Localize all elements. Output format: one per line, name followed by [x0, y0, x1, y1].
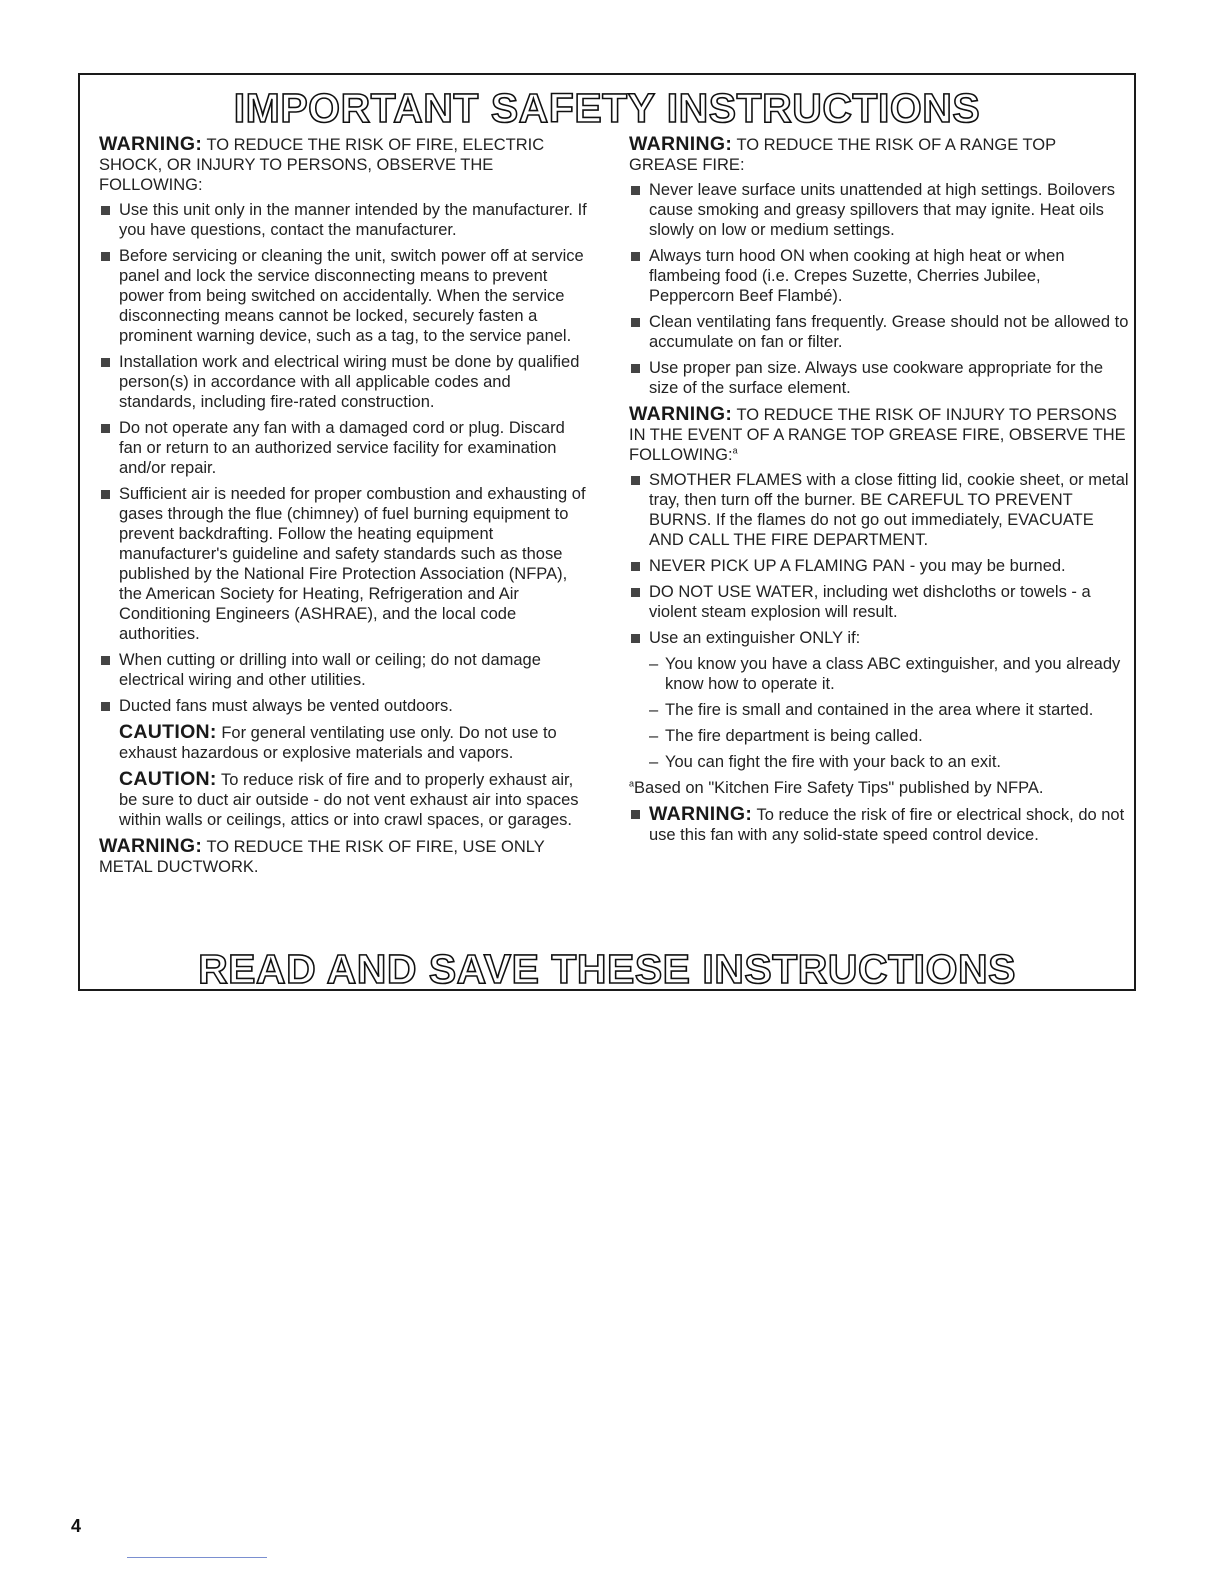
list-item: NEVER PICK UP A FLAMING PAN - you may be burned.	[629, 556, 1129, 576]
fire-response-list	[629, 470, 1129, 648]
square-bullet-icon	[101, 656, 110, 665]
warning-label: WARNING:	[649, 803, 753, 825]
list-item: Use this unit only in the manner intended by the manufacturer. If you have questions, contact the manufacturer.	[99, 200, 591, 240]
footnote-marker: a	[732, 445, 738, 456]
dash-mark: –	[649, 655, 659, 673]
list-item: When cutting or drilling into wall or ceiling; do not damage electrical wiring and other utilities.	[99, 650, 591, 690]
caution-label: CAUTION:	[119, 768, 217, 790]
square-bullet-icon	[631, 588, 640, 597]
footnote	[629, 778, 1129, 798]
list-item: Before servicing or cleaning the unit, switch power off at service panel and lock the service disconnecting means to prevent power from being switched on accidentally. When the service disconnecting means cannot be locked, securely fasten a prominent warning device, such as a tag, to the service panel.	[99, 246, 591, 346]
square-bullet-icon	[631, 252, 640, 261]
safety-instructions-box	[78, 73, 1136, 991]
page-number: 4	[71, 1516, 82, 1536]
square-bullet-icon	[631, 634, 640, 643]
warning-text: TO REDUCE THE RISK OF FIRE, USE ONLY METAL DUCTWORK.	[99, 838, 545, 876]
square-bullet-icon	[631, 186, 640, 195]
list-item: – You know you have a class ABC extinguisher, and you already know how to operate it.	[649, 655, 1121, 693]
caution-text: For general ventilating use only. Do not use to exhaust hazardous or explosive materials and vapors.	[119, 724, 557, 762]
list-item: – You can fight the fire with your back to an exit.	[649, 753, 1002, 771]
list-item: Use an extinguisher ONLY if:	[629, 628, 1129, 648]
left-column	[99, 134, 591, 882]
square-bullet-icon	[631, 318, 640, 327]
footnote-marker: a	[629, 778, 635, 789]
square-bullet-icon	[631, 810, 640, 819]
warning-metal-ductwork	[99, 836, 591, 877]
list-item: Use proper pan size. Always use cookware appropriate for the size of the surface element.	[629, 358, 1129, 398]
caution-duct-air	[99, 769, 591, 830]
speed-control-warning-list	[629, 804, 1129, 845]
warning-text: To reduce the risk of fire or electrical shock, do not use this fan with any solid-state speed control device.	[649, 806, 1125, 844]
page-title: IMPORTANT SAFETY INSTRUCTIONS	[233, 85, 981, 131]
list-item: Do not operate any fan with a damaged cord or plug. Discard fan or return to an authorized service facility for examination and/or repair.	[99, 418, 591, 478]
list-item	[629, 804, 1129, 845]
warning-text: TO REDUCE THE RISK OF INJURY TO PERSONS IN THE EVENT OF A RANGE TOP GREASE FIRE, OBSERVE THE FOLLOWING:	[629, 406, 1126, 464]
caution-label: CAUTION:	[119, 721, 217, 743]
warning-injury-grease-fire	[629, 404, 1129, 465]
list-item: – The fire department is being called.	[649, 727, 923, 745]
square-bullet-icon	[631, 562, 640, 571]
square-bullet-icon	[631, 364, 640, 373]
list-item: Sufficient air is needed for proper combustion and exhausting of gases through the flue (chimney) of fuel burning equipment to prevent backdrafting. Follow the heating equipment manufacturer's guideline and safety standards such as those published by the National Fire Protection Association (NFPA), the American Society for Heating, Refrigeration and Air Conditioning Engineers (ASHRAE), and the local code authorities.	[99, 484, 591, 644]
caution-text: To reduce risk of fire and to properly exhaust air, be sure to duct air outside - do not vent exhaust air into spaces within walls or ceilings, attics or into crawl spaces, or garages.	[119, 771, 579, 829]
dash-mark: –	[649, 727, 659, 745]
dash-mark: –	[649, 753, 659, 771]
square-bullet-icon	[101, 424, 110, 433]
list-item: SMOTHER FLAMES with a close fitting lid, cookie sheet, or metal tray, then turn off the burner. BE CAREFUL TO PREVENT BURNS. If the flames do not go out immediately, EVACUATE AND CALL THE FIRE DEPARTMENT.	[629, 470, 1129, 550]
square-bullet-icon	[101, 702, 110, 711]
grease-fire-list	[629, 180, 1129, 398]
dash-mark: –	[649, 701, 659, 719]
list-item: Installation work and electrical wiring must be done by qualified person(s) in accordance with all applicable codes and standards, including fire-rated construction.	[99, 352, 591, 412]
warning-label: WARNING:	[629, 403, 733, 425]
warning-text: TO REDUCE THE RISK OF A RANGE TOP GREASE FIRE:	[629, 136, 1056, 174]
square-bullet-icon	[101, 252, 110, 261]
warning-label: WARNING:	[629, 133, 733, 155]
list-item: DO NOT USE WATER, including wet dishcloths or towels - a violent steam explosion will result.	[629, 582, 1129, 622]
list-item: Ducted fans must always be vented outdoors.	[99, 696, 591, 716]
warning-label: WARNING:	[99, 835, 203, 857]
footer-divider	[127, 1557, 267, 1558]
footer-title: READ AND SAVE THESE INSTRUCTIONS	[198, 946, 1016, 992]
square-bullet-icon	[101, 490, 110, 499]
extinguisher-conditions-list	[629, 654, 1129, 772]
warning-text: TO REDUCE THE RISK OF FIRE, ELECTRIC SHOCK, OR INJURY TO PERSONS, OBSERVE THE FOLLOWING:	[99, 136, 545, 194]
list-item: Clean ventilating fans frequently. Grease should not be allowed to accumulate on fan or filter.	[629, 312, 1129, 352]
general-safety-list	[99, 200, 591, 716]
warning-grease-fire	[629, 134, 1129, 175]
square-bullet-icon	[101, 206, 110, 215]
list-item: Always turn hood ON when cooking at high heat or when flambeing food (i.e. Crepes Suzette, Cherries Jubilee, Peppercorn Beef Flambé).	[629, 246, 1129, 306]
warning-label: WARNING:	[99, 133, 203, 155]
square-bullet-icon	[631, 476, 640, 485]
square-bullet-icon	[101, 358, 110, 367]
footnote-text: Based on "Kitchen Fire Safety Tips" published by NFPA.	[634, 779, 1044, 797]
warning-fire-shock	[99, 134, 591, 195]
list-item: – The fire is small and contained in the area where it started.	[649, 701, 1094, 719]
list-item: Never leave surface units unattended at high settings. Boilovers cause smoking and greasy spillovers that may ignite. Heat oils slowly on low or medium settings.	[629, 180, 1129, 240]
right-column	[629, 134, 1129, 851]
caution-general-use	[99, 722, 591, 763]
